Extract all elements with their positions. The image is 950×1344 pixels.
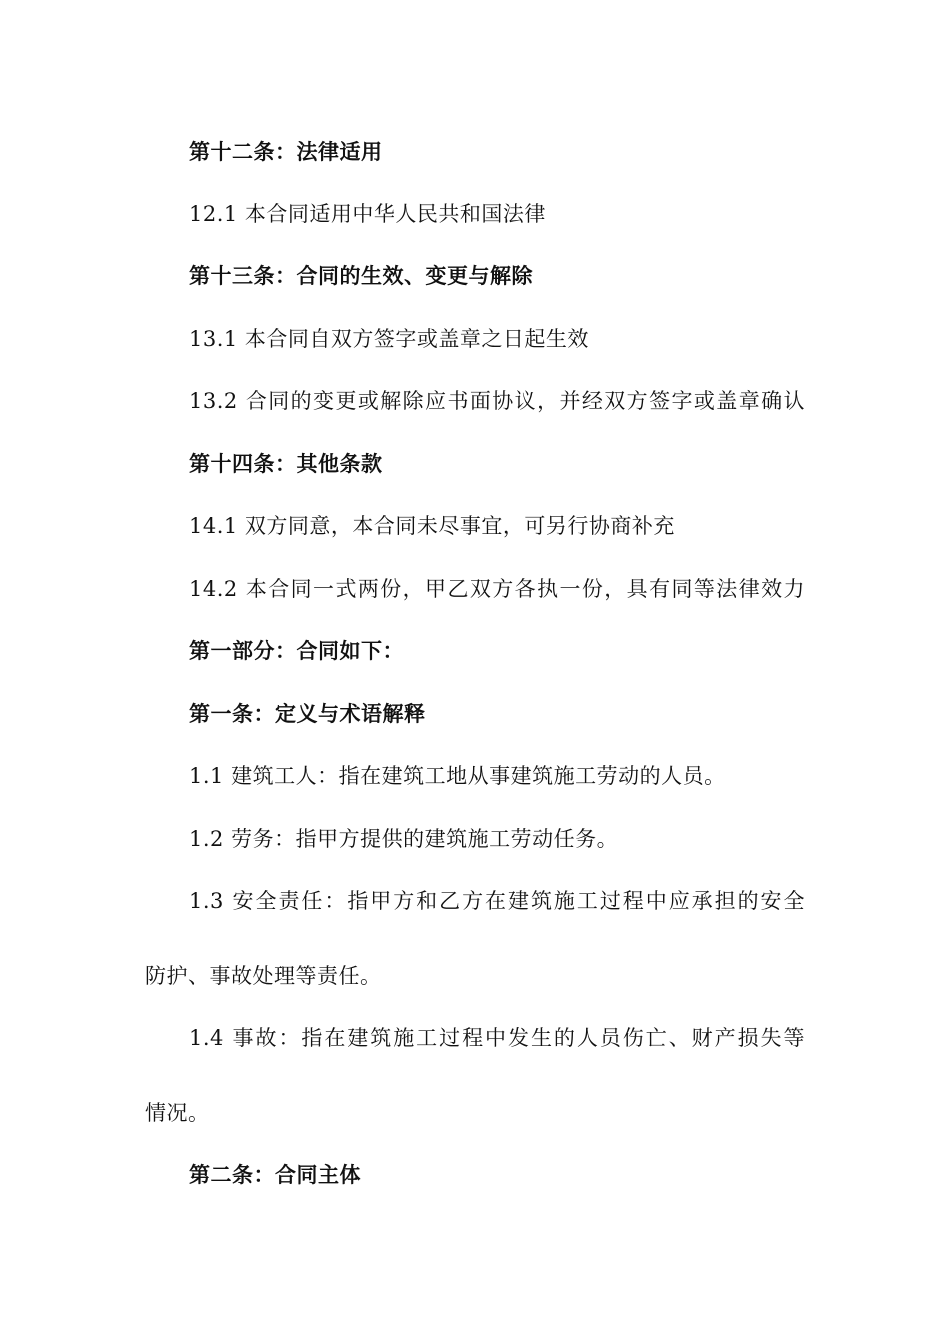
clause-12-1: 12.1 本合同适用中华人民共和国法律 xyxy=(189,202,546,226)
clause-1-3-line-2: 防护、事故处理等责任。 xyxy=(145,964,382,988)
clause-1-2: 1.2 劳务：指甲方提供的建筑施工劳动任务。 xyxy=(189,827,619,851)
clause-1-4-line-2: 情况。 xyxy=(145,1101,210,1125)
article-12-heading: 第十二条：法律适用 xyxy=(189,140,383,164)
part-1-heading: 第一部分：合同如下： xyxy=(189,639,404,663)
clause-1-4-line-1: 1.4 事故：指在建筑施工过程中发生的人员伤亡、财产损失等 xyxy=(189,1026,805,1050)
article-13-heading: 第十三条：合同的生效、变更与解除 xyxy=(189,264,533,288)
clause-13-1: 13.1 本合同自双方签字或盖章之日起生效 xyxy=(189,327,589,351)
clause-13-2: 13.2 合同的变更或解除应书面协议，并经双方签字或盖章确认 xyxy=(189,389,805,413)
article-2-heading: 第二条：合同主体 xyxy=(189,1163,361,1187)
article-14-heading: 第十四条：其他条款 xyxy=(189,452,383,476)
article-1-heading: 第一条：定义与术语解释 xyxy=(189,702,426,726)
clause-1-1: 1.1 建筑工人：指在建筑工地从事建筑施工劳动的人员。 xyxy=(189,764,726,788)
clause-1-3-line-1: 1.3 安全责任：指甲方和乙方在建筑施工过程中应承担的安全 xyxy=(189,889,805,913)
clause-14-1: 14.1 双方同意，本合同未尽事宜，可另行协商补充 xyxy=(189,514,675,538)
clause-14-2: 14.2 本合同一式两份，甲乙双方各执一份，具有同等法律效力 xyxy=(189,577,805,601)
